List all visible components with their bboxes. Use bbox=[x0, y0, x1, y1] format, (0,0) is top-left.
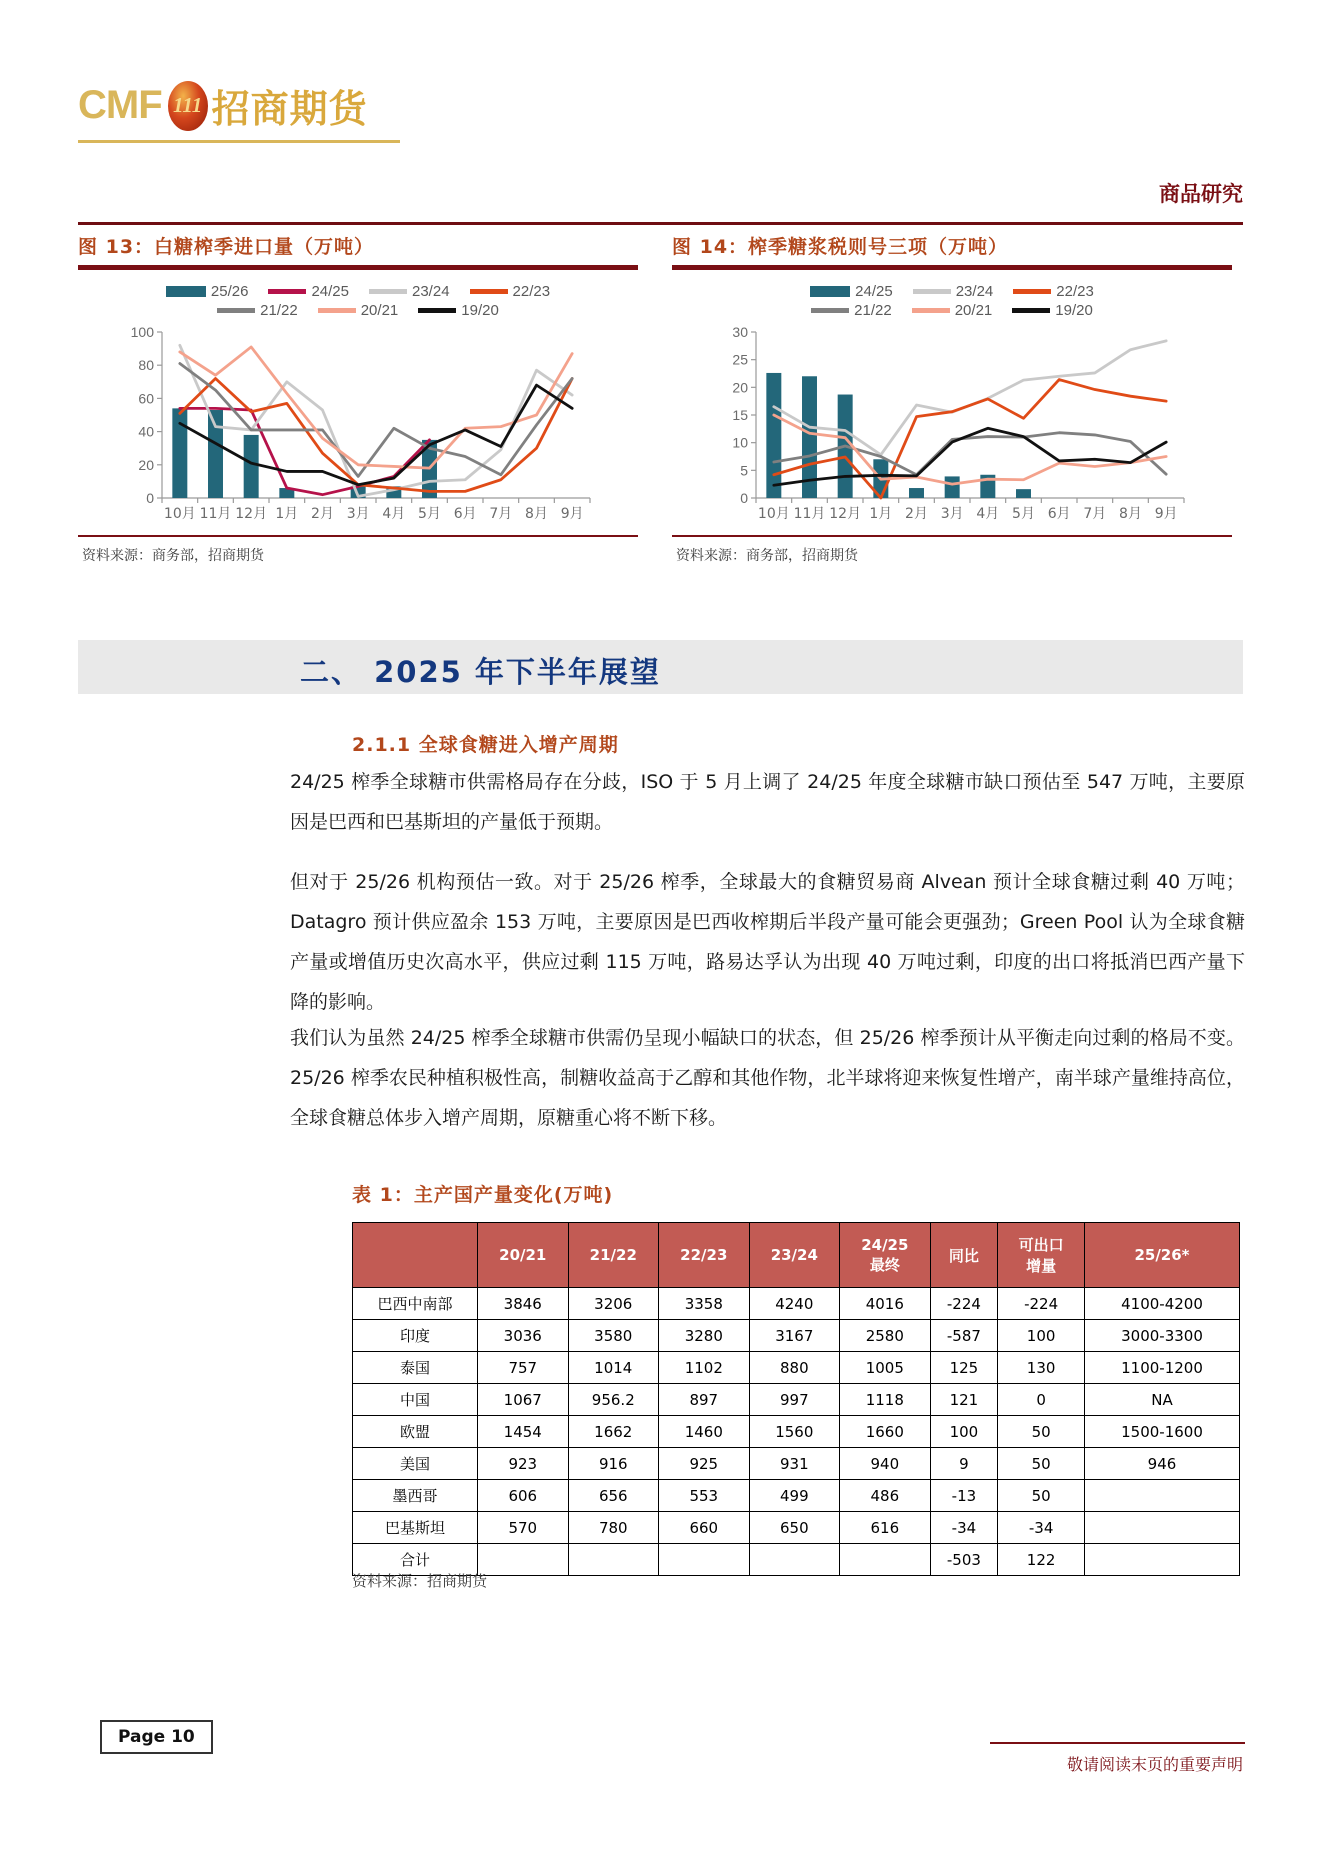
logo-chinese-name: 招商期货 bbox=[211, 87, 368, 131]
table-cell: 9 bbox=[930, 1448, 998, 1480]
x-axis-tick-label: 1月 bbox=[275, 506, 299, 522]
page-header bbox=[0, 78, 1323, 206]
x-axis-tick-label: 10月 bbox=[163, 506, 196, 522]
y-axis-tick-label: 0 bbox=[740, 490, 748, 506]
paragraph-3: 我们认为虽然 24/25 榨季全球糖市供需仍呈现小幅缺口的状态，但 25/26 榨季预计从平衡走向过剩的格局不变。25/26 榨季农民种植积极性高，制糖收益高于乙醇和其他作物，北半球将迎来恢复性增产，南半球产量维持高位，全球食糖总体步入增产周期，原糖重心将不断下移。 bbox=[290, 1027, 1245, 1129]
line-series bbox=[774, 433, 1166, 475]
legend-label: 22/23 bbox=[512, 283, 551, 300]
logo-underline-divider bbox=[78, 140, 400, 143]
table-cell: 121 bbox=[930, 1384, 998, 1416]
bar bbox=[766, 373, 781, 498]
x-axis-tick-label: 7月 bbox=[489, 506, 513, 522]
legend-swatch bbox=[268, 289, 306, 294]
legend-label: 19/20 bbox=[1055, 302, 1093, 319]
table-cell: 125 bbox=[930, 1352, 998, 1384]
legend-label: 24/25 bbox=[855, 283, 893, 300]
production-table bbox=[352, 1222, 1240, 1576]
x-axis-tick-label: 5月 bbox=[418, 506, 441, 522]
legend-item bbox=[268, 283, 349, 300]
table-cell: -503 bbox=[930, 1544, 998, 1576]
legend-swatch bbox=[811, 308, 849, 313]
table-cell: -34 bbox=[998, 1512, 1085, 1544]
line-series bbox=[180, 347, 572, 468]
table-cell: 757 bbox=[478, 1352, 569, 1384]
y-axis-tick-label: 25 bbox=[732, 351, 748, 368]
table-cell: 616 bbox=[840, 1512, 931, 1544]
legend-label: 20/21 bbox=[954, 302, 993, 319]
x-axis-tick-label: 2月 bbox=[311, 506, 334, 522]
table-header-cell bbox=[353, 1223, 478, 1288]
y-axis-tick-label: 30 bbox=[732, 326, 748, 340]
legend-swatch bbox=[912, 308, 950, 313]
x-axis-tick-label: 6月 bbox=[453, 506, 477, 522]
table-header-cell: 24/25 最终 bbox=[840, 1223, 931, 1288]
table-row bbox=[353, 1448, 1240, 1480]
header-divider bbox=[78, 222, 1243, 225]
table-cell: 1454 bbox=[478, 1416, 569, 1448]
logo-badge-icon: 111 bbox=[168, 81, 208, 131]
table-cell: 656 bbox=[568, 1480, 659, 1512]
table-cell: 1100-1200 bbox=[1085, 1352, 1240, 1384]
x-axis-tick-label: 4月 bbox=[976, 506, 1000, 522]
table-cell: 3000-3300 bbox=[1085, 1320, 1240, 1352]
table-row-label: 美国 bbox=[353, 1448, 478, 1480]
table-cell: 3846 bbox=[478, 1288, 569, 1320]
x-axis-tick-label: 11月 bbox=[199, 506, 232, 522]
table-cell: -13 bbox=[930, 1480, 998, 1512]
table-row bbox=[353, 1512, 1240, 1544]
x-axis-tick-label: 11月 bbox=[793, 506, 826, 522]
table-cell: 946 bbox=[1085, 1448, 1240, 1480]
table-cell: 486 bbox=[840, 1480, 931, 1512]
footer-divider bbox=[990, 1742, 1245, 1744]
table-cell: 916 bbox=[568, 1448, 659, 1480]
table-cell: 606 bbox=[478, 1480, 569, 1512]
table-cell: 1660 bbox=[840, 1416, 931, 1448]
table-cell: 4100-4200 bbox=[1085, 1288, 1240, 1320]
table-cell: 3167 bbox=[749, 1320, 840, 1352]
table-cell bbox=[1085, 1480, 1240, 1512]
table-cell: 923 bbox=[478, 1448, 569, 1480]
table-cell: 50 bbox=[998, 1448, 1085, 1480]
y-axis-tick-label: 10 bbox=[732, 434, 748, 451]
x-axis-tick-label: 3月 bbox=[346, 506, 370, 522]
table-header-cell: 21/22 bbox=[568, 1223, 659, 1288]
legend-item bbox=[418, 302, 499, 319]
x-axis-tick-label: 2月 bbox=[905, 506, 928, 522]
table-cell bbox=[749, 1544, 840, 1576]
table-cell: 3358 bbox=[659, 1288, 750, 1320]
table-cell: -224 bbox=[930, 1288, 998, 1320]
table-cell: 570 bbox=[478, 1512, 569, 1544]
table-cell: 122 bbox=[998, 1544, 1085, 1576]
table-cell: 3280 bbox=[659, 1320, 750, 1352]
figure-14-chart bbox=[712, 326, 1192, 526]
table-cell: NA bbox=[1085, 1384, 1240, 1416]
bar bbox=[172, 408, 187, 498]
table-cell: 1005 bbox=[840, 1352, 931, 1384]
figure-14-legend bbox=[672, 270, 1232, 326]
legend-item bbox=[318, 302, 399, 319]
figure-14-block bbox=[672, 232, 1232, 565]
table-cell: 130 bbox=[998, 1352, 1085, 1384]
legend-swatch bbox=[166, 286, 206, 297]
bar bbox=[909, 488, 924, 498]
legend-swatch bbox=[217, 308, 255, 313]
x-axis-tick-label: 3月 bbox=[940, 506, 964, 522]
table-row-label: 合计 bbox=[353, 1544, 478, 1576]
table-header-cell: 20/21 bbox=[478, 1223, 569, 1288]
figure-13-block bbox=[78, 232, 638, 565]
table-row-label: 印度 bbox=[353, 1320, 478, 1352]
table-header-cell: 22/23 bbox=[659, 1223, 750, 1288]
table-header-cell: 可出口 增量 bbox=[998, 1223, 1085, 1288]
legend-swatch bbox=[1013, 289, 1051, 294]
table-cell: 897 bbox=[659, 1384, 750, 1416]
bar bbox=[244, 435, 259, 498]
table-cell bbox=[840, 1544, 931, 1576]
x-axis-tick-label: 1月 bbox=[869, 506, 893, 522]
table-cell bbox=[568, 1544, 659, 1576]
table-cell: 1560 bbox=[749, 1416, 840, 1448]
x-axis-tick-label: 9月 bbox=[1154, 506, 1178, 522]
table-cell: 3206 bbox=[568, 1288, 659, 1320]
table-cell: 1067 bbox=[478, 1384, 569, 1416]
y-axis-tick-label: 60 bbox=[138, 390, 154, 407]
legend-swatch bbox=[369, 289, 407, 294]
legend-label: 22/23 bbox=[1056, 283, 1094, 300]
x-axis-tick-label: 7月 bbox=[1083, 506, 1107, 522]
table-row bbox=[353, 1288, 1240, 1320]
table-row-label: 巴基斯坦 bbox=[353, 1512, 478, 1544]
table-cell: 1118 bbox=[840, 1384, 931, 1416]
figure-14-chart-area bbox=[672, 270, 1232, 535]
table-cell: 1014 bbox=[568, 1352, 659, 1384]
table-cell: 4240 bbox=[749, 1288, 840, 1320]
legend-label: 23/24 bbox=[955, 283, 994, 300]
legend-item bbox=[166, 283, 249, 300]
table-cell bbox=[659, 1544, 750, 1576]
table-cell: 553 bbox=[659, 1480, 750, 1512]
table-cell: 660 bbox=[659, 1512, 750, 1544]
table-row-label: 泰国 bbox=[353, 1352, 478, 1384]
legend-swatch bbox=[1012, 308, 1050, 313]
table-body bbox=[353, 1288, 1240, 1576]
table-row-label: 中国 bbox=[353, 1384, 478, 1416]
table-cell: 1662 bbox=[568, 1416, 659, 1448]
legend-item bbox=[217, 302, 298, 319]
y-axis-tick-label: 20 bbox=[138, 456, 154, 473]
table-cell: 0 bbox=[998, 1384, 1085, 1416]
line-series bbox=[180, 345, 572, 496]
company-logo bbox=[78, 78, 368, 133]
table-cell: 50 bbox=[998, 1416, 1085, 1448]
footer-disclaimer: 敬请阅读末页的重要声明 bbox=[1066, 1755, 1243, 1774]
figure-13-chart bbox=[118, 326, 598, 526]
table-cell: 50 bbox=[998, 1480, 1085, 1512]
figure-13-title: 图 13：白糖榨季进口量（万吨） bbox=[78, 236, 375, 258]
legend-swatch bbox=[913, 289, 951, 294]
table-cell: 956.2 bbox=[568, 1384, 659, 1416]
legend-item bbox=[811, 302, 892, 319]
y-axis-tick-label: 20 bbox=[732, 379, 748, 396]
y-axis-tick-label: 40 bbox=[138, 423, 154, 440]
table-cell: -34 bbox=[930, 1512, 998, 1544]
table-header-cell: 同比 bbox=[930, 1223, 998, 1288]
legend-item bbox=[369, 283, 450, 300]
table-cell: 4016 bbox=[840, 1288, 931, 1320]
legend-item bbox=[810, 283, 893, 300]
table-cell: 997 bbox=[749, 1384, 840, 1416]
legend-label: 24/25 bbox=[311, 283, 349, 300]
y-axis-tick-label: 5 bbox=[740, 462, 748, 479]
table-cell: 2580 bbox=[840, 1320, 931, 1352]
table-row bbox=[353, 1352, 1240, 1384]
x-axis-tick-label: 8月 bbox=[525, 506, 548, 522]
table-row-label: 欧盟 bbox=[353, 1416, 478, 1448]
x-axis-tick-label: 12月 bbox=[235, 506, 268, 522]
x-axis-tick-label: 6月 bbox=[1047, 506, 1071, 522]
figure-13-chart-area bbox=[78, 270, 638, 535]
table-1-title: 表 1：主产国产量变化(万吨) bbox=[352, 1184, 614, 1206]
table-cell: -224 bbox=[998, 1288, 1085, 1320]
table-row bbox=[353, 1320, 1240, 1352]
table-header-cell: 25/26* bbox=[1085, 1223, 1240, 1288]
x-axis-tick-label: 12月 bbox=[829, 506, 862, 522]
figure-13-source: 资料来源：商务部，招商期货 bbox=[82, 548, 264, 564]
figure-14-source: 资料来源：商务部，招商期货 bbox=[676, 548, 858, 564]
legend-label: 21/22 bbox=[260, 302, 298, 319]
table-cell: 650 bbox=[749, 1512, 840, 1544]
legend-item bbox=[470, 283, 551, 300]
x-axis-tick-label: 5月 bbox=[1012, 506, 1035, 522]
table-cell: 880 bbox=[749, 1352, 840, 1384]
table-header-cell: 23/24 bbox=[749, 1223, 840, 1288]
legend-label: 21/22 bbox=[854, 302, 892, 319]
table-row-label: 巴西中南部 bbox=[353, 1288, 478, 1320]
table-row bbox=[353, 1384, 1240, 1416]
legend-swatch bbox=[418, 308, 456, 313]
header-category-title: 商品研究 bbox=[1159, 182, 1243, 206]
table-cell: 925 bbox=[659, 1448, 750, 1480]
line-series bbox=[180, 378, 572, 491]
x-axis-tick-label: 8月 bbox=[1119, 506, 1142, 522]
x-axis-tick-label: 10月 bbox=[757, 506, 790, 522]
figure-13-legend bbox=[78, 270, 638, 326]
table-cell: 1460 bbox=[659, 1416, 750, 1448]
y-axis-tick-label: 100 bbox=[130, 326, 154, 340]
table-header-row bbox=[353, 1223, 1240, 1288]
table-cell: -587 bbox=[930, 1320, 998, 1352]
y-axis-tick-label: 0 bbox=[146, 490, 154, 506]
table-cell: 3036 bbox=[478, 1320, 569, 1352]
bar bbox=[1016, 489, 1031, 498]
y-axis-tick-label: 15 bbox=[732, 407, 748, 423]
legend-label: 19/20 bbox=[461, 302, 499, 319]
legend-swatch bbox=[318, 308, 356, 313]
table-cell bbox=[1085, 1544, 1240, 1576]
table-cell: 100 bbox=[998, 1320, 1085, 1352]
table-cell: 931 bbox=[749, 1448, 840, 1480]
table-row bbox=[353, 1480, 1240, 1512]
table-cell: 940 bbox=[840, 1448, 931, 1480]
table-cell: 1102 bbox=[659, 1352, 750, 1384]
legend-label: 25/26 bbox=[210, 283, 249, 300]
x-axis-tick-label: 9月 bbox=[560, 506, 584, 522]
paragraph-2: 但对于 25/26 机构预估一致。对于 25/26 榨季，全球最大的食糖贸易商 Alvean 预计全球食糖过剩 40 万吨；Datagro 预计供应盈余 153 万吨，主要原因是巴西收榨期后半段产量可能会更强劲；Green Pool 认为全球食糖产量或增值历史次高水平，供应过剩 115 万吨，路易达孚认为出现 40 万吨过剩，印度的出口将抵消巴西产量下降的影响。 bbox=[290, 871, 1245, 1013]
table-cell bbox=[1085, 1512, 1240, 1544]
table-cell: 499 bbox=[749, 1480, 840, 1512]
table-cell: 3580 bbox=[568, 1320, 659, 1352]
x-axis-tick-label: 4月 bbox=[382, 506, 406, 522]
paragraph-1: 24/25 榨季全球糖市供需格局存在分歧，ISO 于 5 月上调了 24/25 年度全球糖市缺口预估至 547 万吨，主要原因是巴西和巴基斯坦的产量低于预期。 bbox=[290, 771, 1245, 833]
y-axis-tick-label: 80 bbox=[138, 357, 154, 374]
section-heading-text: 二、 2025 年下半年展望 bbox=[300, 655, 661, 689]
legend-item bbox=[1012, 302, 1093, 319]
legend-item bbox=[1013, 283, 1094, 300]
subsection-heading: 2.1.1 全球食糖进入增产周期 bbox=[352, 734, 619, 756]
legend-item bbox=[913, 283, 994, 300]
legend-swatch bbox=[470, 289, 508, 294]
bar bbox=[945, 476, 960, 498]
table-cell: 100 bbox=[930, 1416, 998, 1448]
page-number-badge: Page 10 bbox=[100, 1720, 213, 1754]
table-cell: 1500-1600 bbox=[1085, 1416, 1240, 1448]
legend-label: 20/21 bbox=[360, 302, 399, 319]
logo-cmf-text: CMF bbox=[78, 83, 162, 127]
figure-14-title: 图 14：榨季糖浆税则号三项（万吨） bbox=[672, 236, 1009, 258]
table-row bbox=[353, 1416, 1240, 1448]
legend-item bbox=[912, 302, 993, 319]
legend-label: 23/24 bbox=[412, 283, 450, 300]
table-row-label: 墨西哥 bbox=[353, 1480, 478, 1512]
table-cell bbox=[478, 1544, 569, 1576]
table-1-source: 资料来源：招商期货 bbox=[352, 1572, 488, 1590]
legend-swatch bbox=[810, 286, 850, 297]
table-cell: 780 bbox=[568, 1512, 659, 1544]
section-heading-band bbox=[78, 640, 1243, 694]
